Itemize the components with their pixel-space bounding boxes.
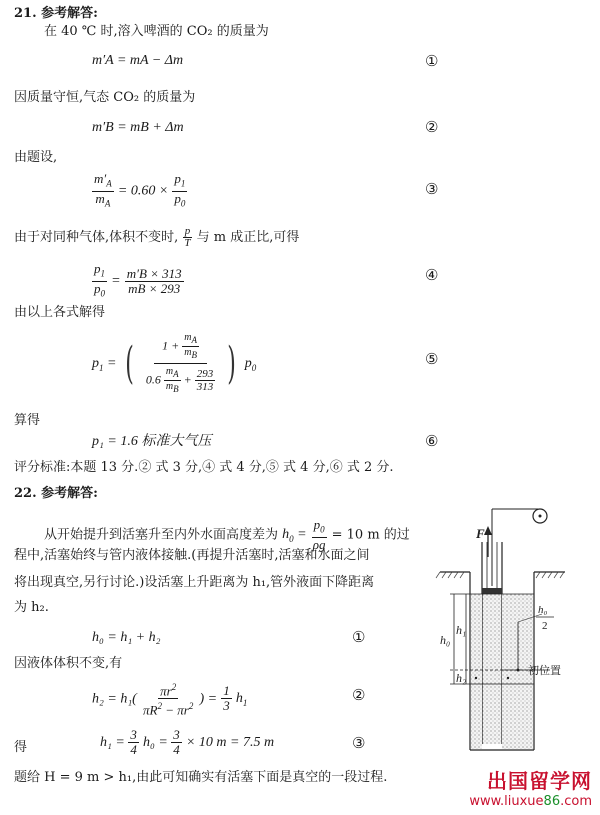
q22-de: 得 <box>14 740 28 755</box>
q22-conclusion: 题给 H = 9 m > h₁,由此可知确实有活塞下面是真空的一段过程. <box>14 770 388 785</box>
q21-tag6: ⑥ <box>425 432 439 450</box>
h0-label: h₀ <box>440 633 451 647</box>
q21-tag5: ⑤ <box>425 350 439 368</box>
q22-tag1: ① <box>352 628 366 646</box>
q21-eq6: p₁ = 1.6 标准大气压 <box>92 434 212 449</box>
q21-tag2: ② <box>425 118 439 136</box>
q22-eq2: h₂ = h₁( $\frac{\pi r^2}{\pi R^2 - \pi r^2}$ ) = $\frac{1}{3}$ $h_1$ <box>92 682 248 718</box>
force-label: F <box>476 526 485 541</box>
watermark <box>469 765 592 809</box>
init-position-label: 初位置 <box>528 664 561 677</box>
h2-label: h₂ <box>456 671 467 685</box>
q21-grading: 评分标准:本题 13 分.② 式 3 分,④ 式 4 分,⑤ 式 4 分,⑥ 式 2 分. <box>14 460 394 475</box>
q21-eq1: m′A = mA − Δm <box>92 53 184 68</box>
piston <box>482 588 502 594</box>
q21-line6: 算得 <box>14 413 41 428</box>
q22-p3: 将出现真空,另行讨论.)设活塞上升距离为 h₁,管外液面下降距离 <box>14 575 375 590</box>
q22-p1: 从开始提升到活塞升至内外水面高度差为 $h_0$ = $\frac{p_0}{\rho g}$ = 10 m 的过 <box>44 517 410 552</box>
force-arrow-icon <box>484 526 492 557</box>
watermark-title: 出国留学网 <box>487 769 592 793</box>
watermark-url: www.liuxue86.com <box>469 794 592 809</box>
q21-line4: 由于对同种气体,体积不变时, $\frac{p}{T}$ 与 m 成正比,可得 <box>14 225 300 249</box>
half-h0-den: 2 <box>542 620 548 632</box>
q21-line1: 在 40 ℃ 时,溶入啤酒的 CO₂ 的质量为 <box>44 24 269 39</box>
q22-eq3: h₁ = $\frac{3}{4}$ h₀ = $\frac{3}{4}$ × 10 m = 7.5 m <box>100 727 275 757</box>
q21-eq3: $\frac{m'_A}{m_A}$ = 0.60 × $\frac{p_1}{p_0}$ <box>94 171 186 209</box>
q21-line5: 由以上各式解得 <box>14 305 106 320</box>
q21-tag1: ① <box>425 52 439 70</box>
q21-eq2: m′B = mB + Δm <box>92 120 184 135</box>
q22-eq1: h₀ = h₁ + h₂ <box>92 630 161 645</box>
q22-tag3: ③ <box>352 734 366 752</box>
q21-line3: 由题设, <box>14 150 58 165</box>
q21-eq5: $p_1$ = ( 1 + $\frac{mA}{mB}$ 0.6 $\frac{mA}{mB}$ + $\frac{293}{313}$ ) $p_0$ <box>92 332 257 394</box>
q21-eq4: $\frac{p_1}{p_0}$ = $\frac{m'B \times 313}{mB \times 293}$ <box>94 261 182 299</box>
pulley-icon <box>533 509 547 523</box>
q22-p4: 为 h₂. <box>14 600 49 615</box>
q21-line2: 因质量守恒,气态 CO₂ 的质量为 <box>14 90 196 105</box>
q21-tag4: ④ <box>425 266 439 284</box>
q22-tag2: ② <box>352 686 366 704</box>
half-h0-num: h₀ <box>538 604 548 616</box>
q21-tag3: ③ <box>425 180 439 198</box>
q22-p2: 程中,活塞始终与管内液体接触.(再提升活塞时,活塞和水面之间 <box>14 548 370 563</box>
q22-line5: 因液体体积不变,有 <box>14 656 123 671</box>
q22-header: 22. 参考解答: <box>14 486 98 501</box>
h1-label: h₁ <box>456 623 467 637</box>
q21-header: 21. 参考解答: <box>14 6 98 21</box>
piston-diagram <box>430 502 580 762</box>
